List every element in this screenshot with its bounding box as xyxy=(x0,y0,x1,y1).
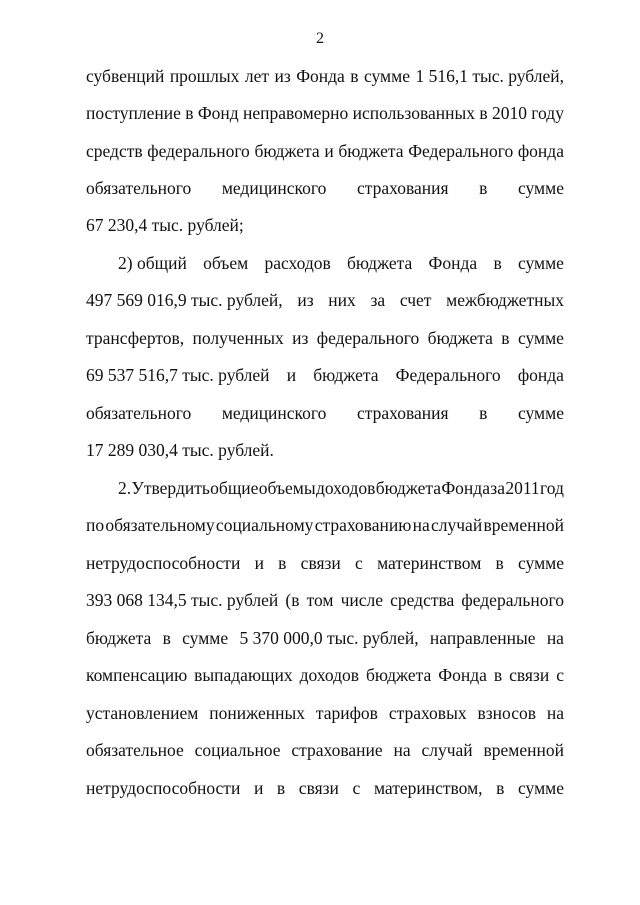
word: бюджета xyxy=(366,665,432,685)
text-line xyxy=(86,402,564,424)
text-line xyxy=(86,177,564,199)
word: федерального xyxy=(461,590,564,610)
word: 1 516,1 тыс. рублей, xyxy=(415,66,564,86)
word: бюджета xyxy=(375,478,442,498)
word: сумме xyxy=(517,328,564,348)
text-line xyxy=(118,477,564,499)
word: обязательного xyxy=(86,403,192,423)
word: в xyxy=(162,628,171,648)
word: сумме xyxy=(517,403,564,423)
word: медицинского xyxy=(221,403,327,423)
word: в xyxy=(479,403,488,423)
word: средства xyxy=(390,590,455,610)
word: 17 289 030,4 тыс. рублей. xyxy=(86,440,274,460)
word: в xyxy=(185,103,194,123)
word: Фонда xyxy=(441,478,490,498)
word: 2011 xyxy=(505,478,540,498)
word: случай xyxy=(431,515,483,535)
word: (в xyxy=(285,590,300,610)
word: компенсацию xyxy=(86,665,188,685)
word: страховых xyxy=(388,703,467,723)
word: взносов xyxy=(477,703,536,723)
word: Фонда xyxy=(296,66,345,86)
word: лет xyxy=(244,66,270,86)
word: из xyxy=(292,328,309,348)
word: сумме xyxy=(518,553,564,573)
word: бюджета xyxy=(338,141,404,161)
word: сумме xyxy=(517,253,564,273)
word: по xyxy=(86,515,105,535)
word: средств xyxy=(86,141,143,161)
word: в xyxy=(479,178,488,198)
word: и xyxy=(324,141,334,161)
word: числе xyxy=(340,590,384,610)
word: субвенций xyxy=(86,66,165,86)
word: за xyxy=(370,290,386,310)
page-number: 2 xyxy=(316,30,324,47)
word: материнством, xyxy=(373,778,483,798)
word: на xyxy=(412,515,430,535)
word: 393 068 134,5 тыс. рублей xyxy=(86,590,279,610)
text-line xyxy=(86,514,564,536)
word: 2. xyxy=(118,478,132,498)
word: и xyxy=(254,553,264,573)
word: 69 537 516,7 тыс. рублей xyxy=(86,365,270,385)
word: из xyxy=(297,290,314,310)
word: объемы xyxy=(258,478,316,498)
text-line xyxy=(118,252,564,274)
text-line xyxy=(86,589,564,611)
word: трансфертов, xyxy=(86,328,185,348)
word: фонда xyxy=(517,141,564,161)
word: связи xyxy=(509,665,550,685)
word: нетрудоспособности xyxy=(86,778,241,798)
word: с xyxy=(352,778,361,798)
text-line xyxy=(86,739,564,761)
word: и xyxy=(286,365,297,385)
word: 2010 xyxy=(491,103,527,123)
word: сумме xyxy=(364,66,410,86)
word: социальное xyxy=(194,740,281,760)
text-line xyxy=(86,552,564,574)
word: связи xyxy=(298,778,339,798)
word: счет xyxy=(399,290,432,310)
word: межбюджетных xyxy=(446,290,564,310)
word: обязательному xyxy=(105,515,215,535)
word: 2) общий xyxy=(118,253,187,273)
word: 497 569 016,9 тыс. рублей, xyxy=(86,290,283,310)
word: прошлых xyxy=(169,66,240,86)
word: использованных xyxy=(352,103,475,123)
word: бюджета xyxy=(254,141,320,161)
word: в xyxy=(276,778,286,798)
word: фонда xyxy=(517,365,564,385)
word: полученных xyxy=(192,328,284,348)
word: в xyxy=(479,103,488,123)
word: медицинского xyxy=(221,178,327,198)
text-line xyxy=(86,627,564,649)
word: обязательное xyxy=(86,740,184,760)
word: бюджета xyxy=(427,328,493,348)
word: нетрудоспособности xyxy=(86,553,241,573)
word: за xyxy=(490,478,505,498)
word: доходов xyxy=(315,478,376,498)
word: временной xyxy=(483,515,564,535)
text-line xyxy=(86,65,564,87)
word: в xyxy=(496,778,505,798)
word: пониженных xyxy=(209,703,305,723)
text-line xyxy=(86,439,564,461)
text-line xyxy=(86,364,564,386)
word: 67 230,4 тыс. рублей; xyxy=(86,215,244,235)
word: бюджета xyxy=(313,365,379,385)
word: и xyxy=(253,778,264,798)
word: страхования xyxy=(357,403,449,423)
word: связи xyxy=(300,553,341,573)
text-line xyxy=(86,702,564,724)
word: случай xyxy=(421,740,473,760)
word: страхованию xyxy=(314,515,412,535)
word: в xyxy=(493,253,502,273)
word: том xyxy=(306,590,334,610)
word: Фонд xyxy=(197,103,239,123)
word: расходов xyxy=(264,253,331,273)
word: федерального xyxy=(316,328,420,348)
word: в xyxy=(350,66,359,86)
word: поступление xyxy=(86,103,181,123)
word: сумме xyxy=(518,778,564,798)
word: общие xyxy=(210,478,259,498)
word: в xyxy=(493,665,503,685)
word: федерального xyxy=(147,141,250,161)
word: направленные xyxy=(429,628,536,648)
word: доходов xyxy=(299,665,360,685)
word: на xyxy=(393,740,411,760)
word: с xyxy=(355,553,363,573)
word: в xyxy=(278,553,287,573)
word: бюджета xyxy=(86,628,152,648)
word: временной xyxy=(483,740,564,760)
text-line xyxy=(86,777,564,799)
word: установлением xyxy=(86,703,199,723)
word: Утвердить xyxy=(131,478,210,498)
word: на xyxy=(546,703,564,723)
word: в xyxy=(495,553,504,573)
text-line xyxy=(86,140,564,162)
word: тарифов xyxy=(315,703,378,723)
word: 5 370 000,0 тыс. рублей, xyxy=(239,628,419,648)
word: в xyxy=(501,328,510,348)
word: сумме xyxy=(517,178,564,198)
text-line xyxy=(86,664,564,686)
word: объем xyxy=(203,253,249,273)
word: страхования xyxy=(357,178,449,198)
word: Федерального xyxy=(395,365,501,385)
word: сумме xyxy=(182,628,229,648)
word: с xyxy=(556,665,564,685)
text-line xyxy=(86,327,564,349)
word: социальному xyxy=(215,515,314,535)
word: материнством xyxy=(377,553,482,573)
word: год xyxy=(540,478,564,498)
word: страхование xyxy=(291,740,383,760)
word: бюджета xyxy=(347,253,413,273)
word: них xyxy=(328,290,356,310)
word: на xyxy=(546,628,564,648)
word: Федерального xyxy=(408,141,514,161)
word: Фонда xyxy=(438,665,487,685)
text-line xyxy=(86,289,564,311)
word: году xyxy=(531,103,564,123)
text-line xyxy=(86,214,564,236)
word: неправомерно xyxy=(243,103,349,123)
word: Фонда xyxy=(428,253,478,273)
word: из xyxy=(274,66,291,86)
word: выпадающих xyxy=(194,665,293,685)
word: обязательного xyxy=(86,178,192,198)
text-line xyxy=(86,102,564,124)
